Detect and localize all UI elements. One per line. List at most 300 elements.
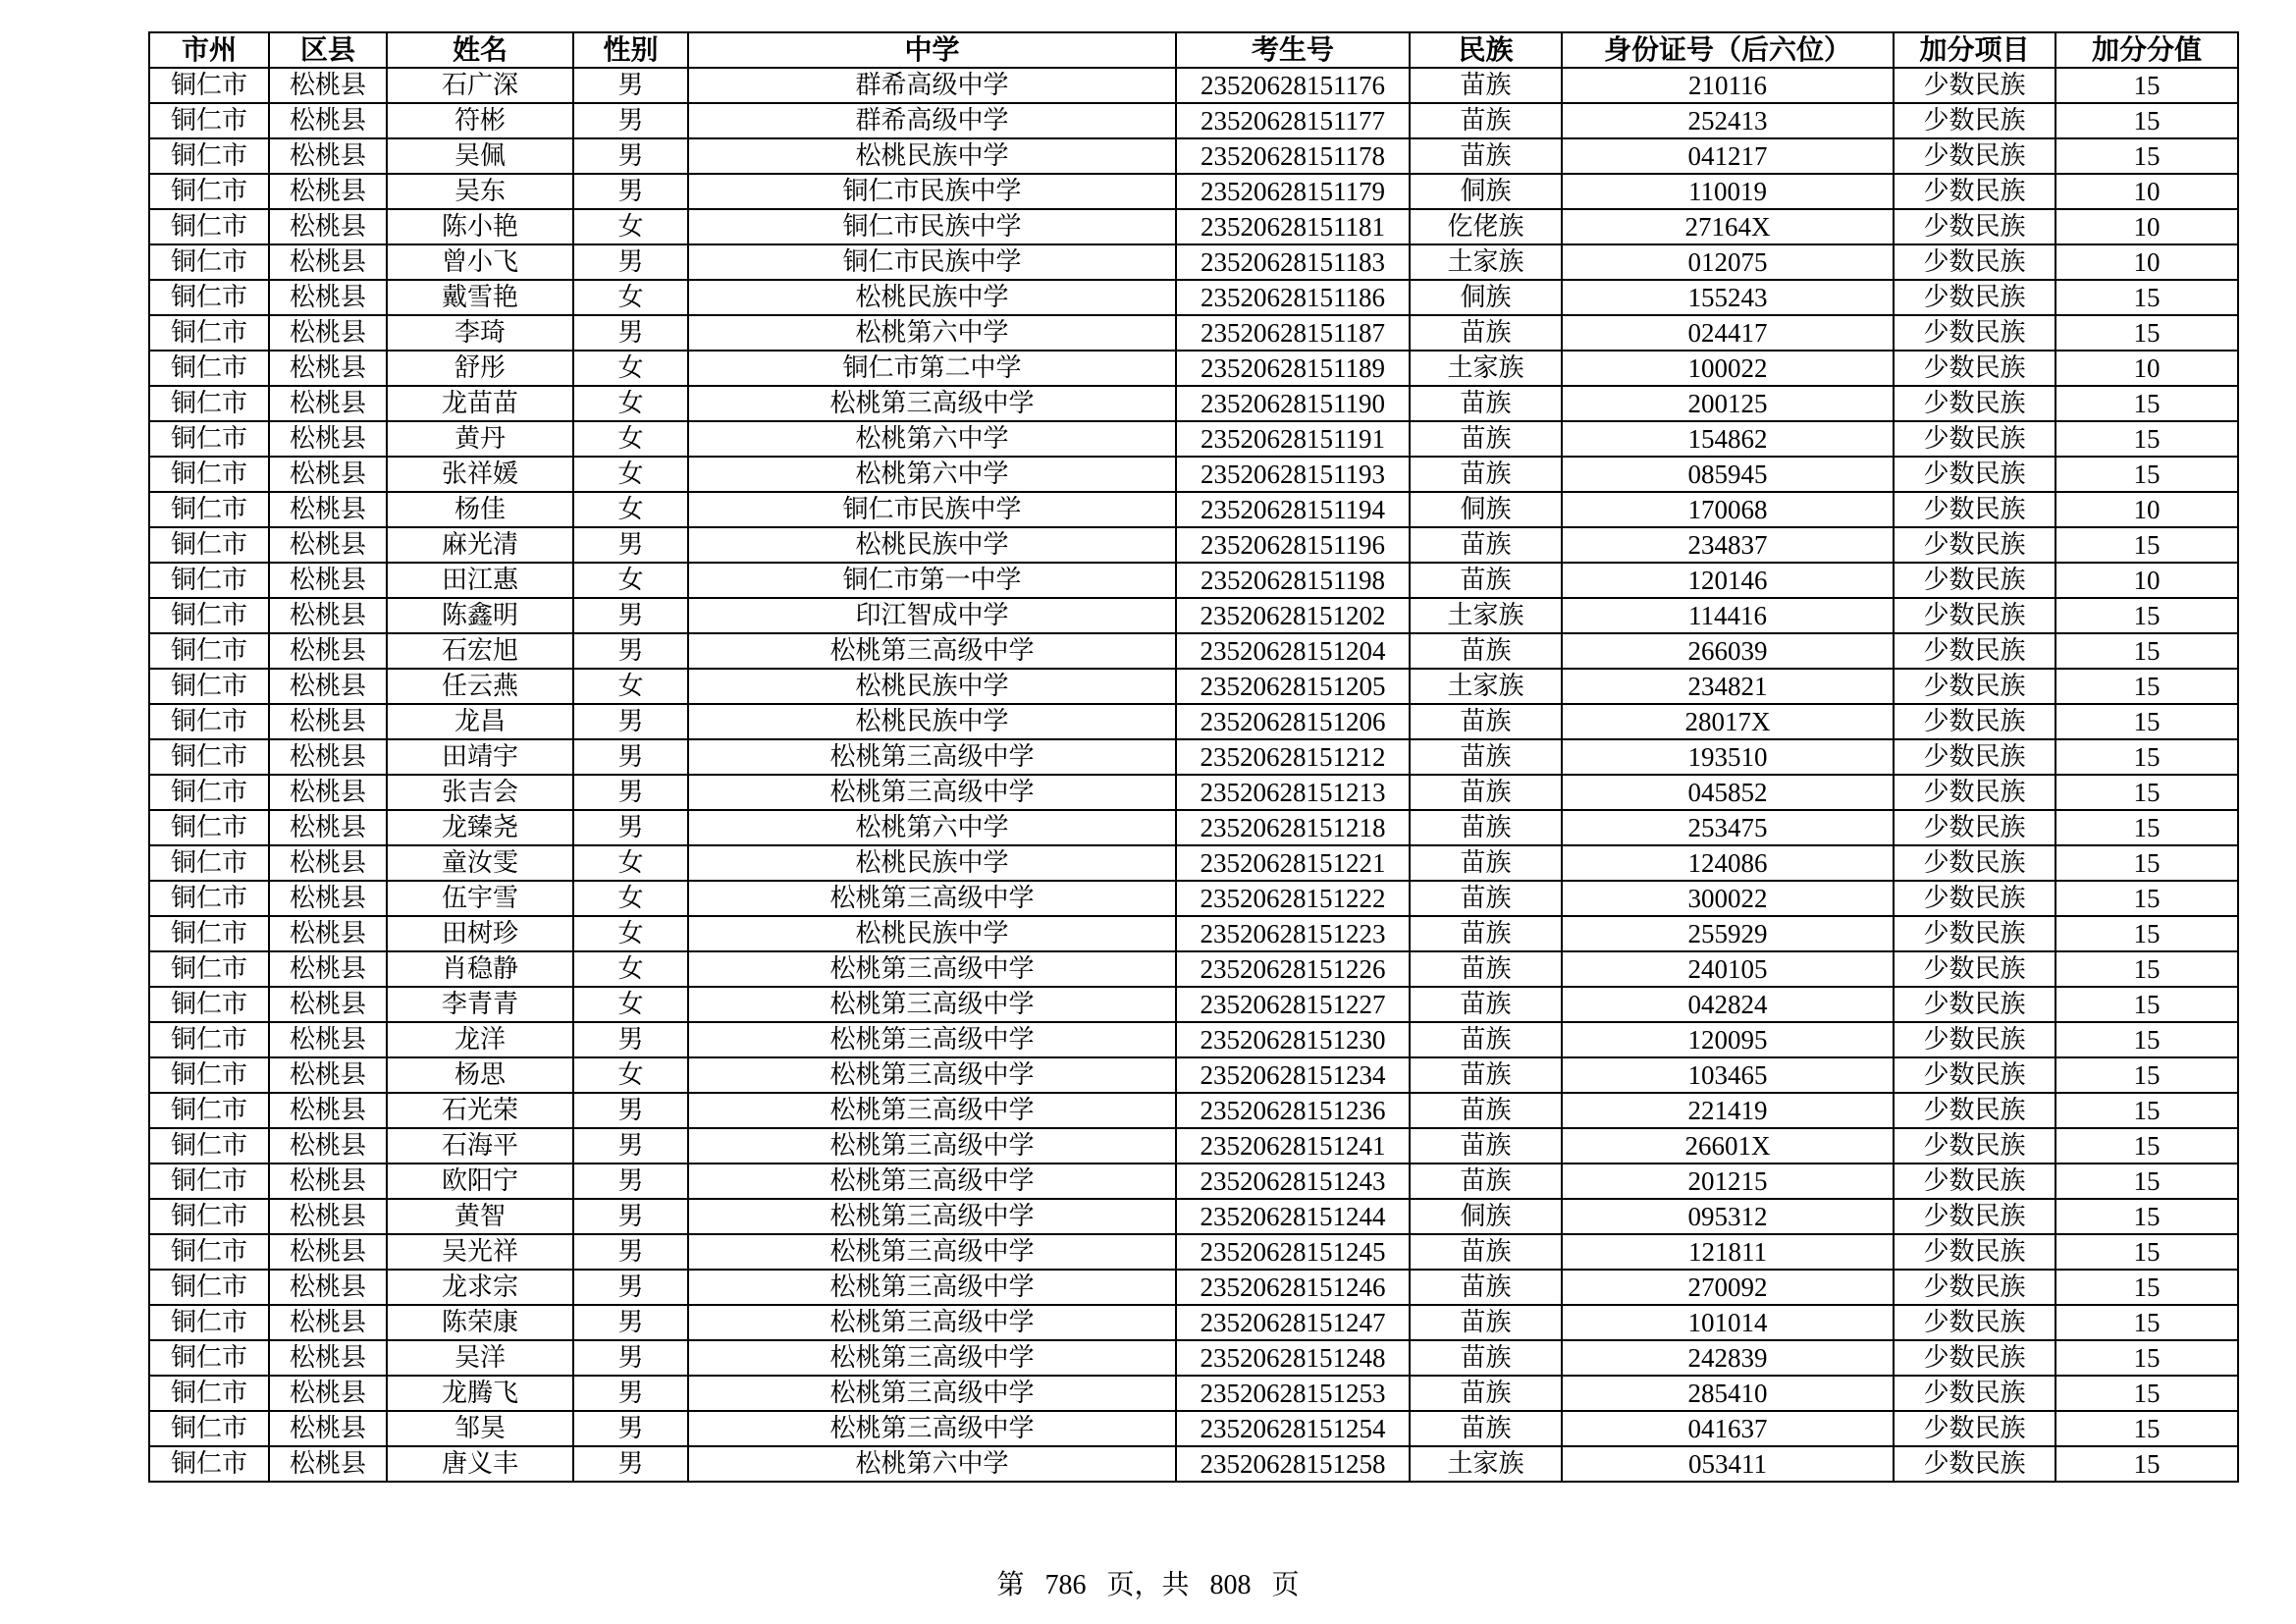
cell-city: 铜仁市	[149, 704, 269, 739]
cell-name: 田江惠	[387, 563, 573, 598]
table-row	[149, 810, 2238, 845]
cell-gender: 男	[573, 1128, 688, 1164]
cell-ethnicity: 苗族	[1410, 1164, 1562, 1199]
cell-county: 松桃县	[269, 1270, 387, 1305]
cell-ethnicity: 苗族	[1410, 1234, 1562, 1270]
cell-name: 唐义丰	[387, 1446, 573, 1482]
cell-name: 杨思	[387, 1057, 573, 1093]
cell-exam-number: 23520628151186	[1176, 280, 1410, 315]
table-row	[149, 1446, 2238, 1482]
cell-school: 松桃民族中学	[688, 704, 1176, 739]
cell-bonus-points: 15	[2056, 1305, 2238, 1340]
cell-id-last-six: 045852	[1562, 775, 1894, 810]
cell-exam-number: 23520628151194	[1176, 492, 1410, 527]
cell-bonus-points: 15	[2056, 881, 2238, 916]
table-row	[149, 633, 2238, 669]
cell-ethnicity: 侗族	[1410, 1199, 1562, 1234]
cell-bonus-item: 少数民族	[1894, 527, 2056, 563]
cell-school: 松桃第三高级中学	[688, 775, 1176, 810]
cell-id-last-six: 095312	[1562, 1199, 1894, 1234]
col-header-bonus-points: 加分分值	[2056, 32, 2238, 68]
cell-exam-number: 23520628151226	[1176, 951, 1410, 987]
cell-school: 松桃第三高级中学	[688, 386, 1176, 421]
cell-id-last-six: 234837	[1562, 527, 1894, 563]
cell-gender: 男	[573, 810, 688, 845]
cell-bonus-points: 15	[2056, 103, 2238, 138]
col-header-id-last-six: 身份证号（后六位）	[1562, 32, 1894, 68]
table-row	[149, 421, 2238, 457]
cell-city: 铜仁市	[149, 209, 269, 244]
cell-county: 松桃县	[269, 1128, 387, 1164]
cell-city: 铜仁市	[149, 1022, 269, 1057]
cell-ethnicity: 苗族	[1410, 845, 1562, 881]
col-header-exam-number: 考生号	[1176, 32, 1410, 68]
cell-name: 龙洋	[387, 1022, 573, 1057]
cell-bonus-item: 少数民族	[1894, 386, 2056, 421]
cell-exam-number: 23520628151196	[1176, 527, 1410, 563]
cell-school: 印江智成中学	[688, 598, 1176, 633]
cell-bonus-points: 15	[2056, 1128, 2238, 1164]
cell-id-last-six: 103465	[1562, 1057, 1894, 1093]
cell-school: 铜仁市民族中学	[688, 174, 1176, 209]
cell-bonus-points: 15	[2056, 951, 2238, 987]
cell-city: 铜仁市	[149, 280, 269, 315]
cell-bonus-item: 少数民族	[1894, 209, 2056, 244]
cell-id-last-six: 210116	[1562, 68, 1894, 103]
cell-exam-number: 23520628151204	[1176, 633, 1410, 669]
cell-bonus-points: 10	[2056, 351, 2238, 386]
cell-bonus-points: 15	[2056, 386, 2238, 421]
cell-gender: 男	[573, 739, 688, 775]
cell-name: 田靖宇	[387, 739, 573, 775]
table-row	[149, 1057, 2238, 1093]
cell-gender: 女	[573, 563, 688, 598]
cell-id-last-six: 234821	[1562, 669, 1894, 704]
cell-name: 伍宇雪	[387, 881, 573, 916]
cell-school: 松桃第三高级中学	[688, 1376, 1176, 1411]
cell-bonus-points: 15	[2056, 138, 2238, 174]
cell-county: 松桃县	[269, 1446, 387, 1482]
cell-id-last-six: 240105	[1562, 951, 1894, 987]
cell-city: 铜仁市	[149, 315, 269, 351]
cell-name: 吴佩	[387, 138, 573, 174]
table-row	[149, 669, 2238, 704]
cell-gender: 女	[573, 916, 688, 951]
cell-bonus-points: 15	[2056, 810, 2238, 845]
cell-county: 松桃县	[269, 421, 387, 457]
cell-bonus-item: 少数民族	[1894, 280, 2056, 315]
footer-page-number: 786	[1044, 1570, 1087, 1600]
cell-bonus-item: 少数民族	[1894, 174, 2056, 209]
cell-name: 石广深	[387, 68, 573, 103]
cell-bonus-item: 少数民族	[1894, 103, 2056, 138]
cell-county: 松桃县	[269, 987, 387, 1022]
cell-name: 陈鑫明	[387, 598, 573, 633]
cell-school: 铜仁市第一中学	[688, 563, 1176, 598]
cell-school: 松桃民族中学	[688, 280, 1176, 315]
cell-city: 铜仁市	[149, 1446, 269, 1482]
cell-ethnicity: 苗族	[1410, 1411, 1562, 1446]
table-row	[149, 1164, 2238, 1199]
cell-school: 松桃民族中学	[688, 916, 1176, 951]
cell-city: 铜仁市	[149, 845, 269, 881]
cell-name: 龙昌	[387, 704, 573, 739]
cell-exam-number: 23520628151177	[1176, 103, 1410, 138]
cell-ethnicity: 苗族	[1410, 881, 1562, 916]
cell-city: 铜仁市	[149, 492, 269, 527]
cell-bonus-item: 少数民族	[1894, 1446, 2056, 1482]
cell-bonus-points: 15	[2056, 669, 2238, 704]
cell-county: 松桃县	[269, 209, 387, 244]
table-row	[149, 244, 2238, 280]
cell-gender: 男	[573, 1022, 688, 1057]
document-sheet	[148, 31, 2237, 1483]
cell-name: 麻光清	[387, 527, 573, 563]
cell-school: 铜仁市第二中学	[688, 351, 1176, 386]
cell-exam-number: 23520628151236	[1176, 1093, 1410, 1128]
col-header-gender: 性别	[573, 32, 688, 68]
cell-name: 石海平	[387, 1128, 573, 1164]
cell-exam-number: 23520628151230	[1176, 1022, 1410, 1057]
cell-id-last-six: 085945	[1562, 457, 1894, 492]
cell-gender: 男	[573, 244, 688, 280]
cell-exam-number: 23520628151193	[1176, 457, 1410, 492]
cell-city: 铜仁市	[149, 1376, 269, 1411]
cell-school: 松桃第六中学	[688, 1446, 1176, 1482]
cell-ethnicity: 土家族	[1410, 351, 1562, 386]
cell-name: 杨佳	[387, 492, 573, 527]
cell-gender: 男	[573, 1270, 688, 1305]
table-row	[149, 987, 2238, 1022]
cell-name: 李琦	[387, 315, 573, 351]
cell-id-last-six: 053411	[1562, 1446, 1894, 1482]
cell-ethnicity: 苗族	[1410, 1022, 1562, 1057]
cell-exam-number: 23520628151221	[1176, 845, 1410, 881]
cell-ethnicity: 土家族	[1410, 669, 1562, 704]
cell-id-last-six: 300022	[1562, 881, 1894, 916]
cell-gender: 男	[573, 775, 688, 810]
cell-school: 松桃第三高级中学	[688, 1022, 1176, 1057]
cell-bonus-points: 15	[2056, 1093, 2238, 1128]
cell-id-last-six: 155243	[1562, 280, 1894, 315]
cell-bonus-item: 少数民族	[1894, 987, 2056, 1022]
cell-county: 松桃县	[269, 103, 387, 138]
table-row	[149, 598, 2238, 633]
cell-gender: 女	[573, 209, 688, 244]
cell-school: 松桃第三高级中学	[688, 1199, 1176, 1234]
cell-ethnicity: 苗族	[1410, 739, 1562, 775]
cell-county: 松桃县	[269, 881, 387, 916]
cell-exam-number: 23520628151254	[1176, 1411, 1410, 1446]
cell-exam-number: 23520628151253	[1176, 1376, 1410, 1411]
cell-name: 吴洋	[387, 1340, 573, 1376]
cell-exam-number: 23520628151191	[1176, 421, 1410, 457]
cell-city: 铜仁市	[149, 103, 269, 138]
cell-school: 铜仁市民族中学	[688, 244, 1176, 280]
cell-city: 铜仁市	[149, 1057, 269, 1093]
cell-bonus-points: 15	[2056, 280, 2238, 315]
cell-bonus-item: 少数民族	[1894, 1093, 2056, 1128]
cell-bonus-item: 少数民族	[1894, 1199, 2056, 1234]
cell-exam-number: 23520628151234	[1176, 1057, 1410, 1093]
cell-school: 松桃第三高级中学	[688, 1164, 1176, 1199]
cell-school: 松桃第三高级中学	[688, 1305, 1176, 1340]
cell-gender: 男	[573, 1376, 688, 1411]
cell-county: 松桃县	[269, 315, 387, 351]
cell-id-last-six: 041637	[1562, 1411, 1894, 1446]
table-row	[149, 1270, 2238, 1305]
cell-bonus-item: 少数民族	[1894, 845, 2056, 881]
cell-bonus-points: 10	[2056, 174, 2238, 209]
footer-prefix: 第	[996, 1570, 1025, 1600]
cell-exam-number: 23520628151222	[1176, 881, 1410, 916]
cell-exam-number: 23520628151258	[1176, 1446, 1410, 1482]
cell-school: 松桃第三高级中学	[688, 1411, 1176, 1446]
cell-ethnicity: 苗族	[1410, 1340, 1562, 1376]
cell-exam-number: 23520628151227	[1176, 987, 1410, 1022]
cell-county: 松桃县	[269, 598, 387, 633]
table-row	[149, 1128, 2238, 1164]
cell-name: 石光荣	[387, 1093, 573, 1128]
cell-city: 铜仁市	[149, 1340, 269, 1376]
cell-bonus-item: 少数民族	[1894, 1376, 2056, 1411]
page-footer	[0, 1563, 2296, 1602]
cell-name: 戴雪艳	[387, 280, 573, 315]
cell-exam-number: 23520628151245	[1176, 1234, 1410, 1270]
cell-school: 松桃第六中学	[688, 421, 1176, 457]
cell-county: 松桃县	[269, 68, 387, 103]
cell-bonus-points: 15	[2056, 987, 2238, 1022]
cell-gender: 男	[573, 68, 688, 103]
table-row	[149, 492, 2238, 527]
cell-ethnicity: 苗族	[1410, 386, 1562, 421]
cell-gender: 女	[573, 951, 688, 987]
cell-county: 松桃县	[269, 775, 387, 810]
cell-school: 松桃第三高级中学	[688, 1057, 1176, 1093]
cell-bonus-item: 少数民族	[1894, 1057, 2056, 1093]
cell-gender: 男	[573, 1446, 688, 1482]
cell-bonus-points: 15	[2056, 704, 2238, 739]
cell-bonus-item: 少数民族	[1894, 739, 2056, 775]
table-row	[149, 881, 2238, 916]
cell-school: 松桃第三高级中学	[688, 951, 1176, 987]
cell-city: 铜仁市	[149, 1234, 269, 1270]
cell-gender: 男	[573, 598, 688, 633]
cell-bonus-points: 15	[2056, 1057, 2238, 1093]
cell-exam-number: 23520628151178	[1176, 138, 1410, 174]
cell-county: 松桃县	[269, 174, 387, 209]
cell-exam-number: 23520628151244	[1176, 1199, 1410, 1234]
cell-ethnicity: 苗族	[1410, 527, 1562, 563]
cell-exam-number: 23520628151218	[1176, 810, 1410, 845]
cell-bonus-points: 15	[2056, 1340, 2238, 1376]
cell-ethnicity: 苗族	[1410, 68, 1562, 103]
cell-bonus-points: 15	[2056, 633, 2238, 669]
cell-id-last-six: 120095	[1562, 1022, 1894, 1057]
cell-name: 肖稳静	[387, 951, 573, 987]
cell-bonus-points: 15	[2056, 457, 2238, 492]
cell-name: 邹昊	[387, 1411, 573, 1446]
cell-school: 松桃第三高级中学	[688, 1340, 1176, 1376]
cell-ethnicity: 苗族	[1410, 103, 1562, 138]
cell-bonus-item: 少数民族	[1894, 492, 2056, 527]
cell-exam-number: 23520628151213	[1176, 775, 1410, 810]
cell-bonus-points: 15	[2056, 1234, 2238, 1270]
cell-city: 铜仁市	[149, 457, 269, 492]
roster-body	[149, 68, 2238, 1482]
cell-exam-number: 23520628151181	[1176, 209, 1410, 244]
cell-id-last-six: 120146	[1562, 563, 1894, 598]
cell-gender: 女	[573, 1057, 688, 1093]
cell-school: 松桃民族中学	[688, 138, 1176, 174]
cell-county: 松桃县	[269, 633, 387, 669]
table-row	[149, 739, 2238, 775]
cell-name: 陈小艳	[387, 209, 573, 244]
cell-city: 铜仁市	[149, 810, 269, 845]
table-row	[149, 386, 2238, 421]
cell-gender: 女	[573, 845, 688, 881]
cell-name: 田树珍	[387, 916, 573, 951]
cell-exam-number: 23520628151176	[1176, 68, 1410, 103]
cell-exam-number: 23520628151212	[1176, 739, 1410, 775]
cell-ethnicity: 仡佬族	[1410, 209, 1562, 244]
cell-city: 铜仁市	[149, 421, 269, 457]
cell-ethnicity: 苗族	[1410, 1128, 1562, 1164]
table-row	[149, 103, 2238, 138]
cell-name: 黄智	[387, 1199, 573, 1234]
cell-school: 松桃第三高级中学	[688, 987, 1176, 1022]
cell-bonus-points: 15	[2056, 1446, 2238, 1482]
cell-bonus-item: 少数民族	[1894, 1340, 2056, 1376]
cell-ethnicity: 苗族	[1410, 563, 1562, 598]
cell-county: 松桃县	[269, 810, 387, 845]
cell-name: 石宏旭	[387, 633, 573, 669]
table-row	[149, 68, 2238, 103]
cell-ethnicity: 苗族	[1410, 1093, 1562, 1128]
cell-bonus-points: 15	[2056, 1199, 2238, 1234]
cell-id-last-six: 253475	[1562, 810, 1894, 845]
cell-name: 张祥媛	[387, 457, 573, 492]
cell-school: 松桃第三高级中学	[688, 1093, 1176, 1128]
cell-name: 陈荣康	[387, 1305, 573, 1340]
cell-city: 铜仁市	[149, 775, 269, 810]
cell-county: 松桃县	[269, 1199, 387, 1234]
table-row	[149, 1199, 2238, 1234]
cell-county: 松桃县	[269, 244, 387, 280]
cell-exam-number: 23520628151223	[1176, 916, 1410, 951]
cell-city: 铜仁市	[149, 563, 269, 598]
cell-city: 铜仁市	[149, 916, 269, 951]
cell-bonus-item: 少数民族	[1894, 810, 2056, 845]
col-header-school: 中学	[688, 32, 1176, 68]
cell-id-last-six: 242839	[1562, 1340, 1894, 1376]
cell-exam-number: 23520628151248	[1176, 1340, 1410, 1376]
cell-county: 松桃县	[269, 351, 387, 386]
cell-city: 铜仁市	[149, 881, 269, 916]
cell-ethnicity: 苗族	[1410, 987, 1562, 1022]
cell-name: 符彬	[387, 103, 573, 138]
cell-bonus-item: 少数民族	[1894, 669, 2056, 704]
cell-exam-number: 23520628151241	[1176, 1128, 1410, 1164]
cell-bonus-points: 15	[2056, 68, 2238, 103]
cell-school: 群希高级中学	[688, 68, 1176, 103]
col-header-city: 市州	[149, 32, 269, 68]
cell-ethnicity: 苗族	[1410, 633, 1562, 669]
cell-bonus-item: 少数民族	[1894, 421, 2056, 457]
cell-gender: 女	[573, 881, 688, 916]
table-row	[149, 1022, 2238, 1057]
cell-bonus-item: 少数民族	[1894, 1022, 2056, 1057]
cell-county: 松桃县	[269, 1164, 387, 1199]
cell-bonus-points: 15	[2056, 315, 2238, 351]
cell-id-last-six: 221419	[1562, 1093, 1894, 1128]
cell-ethnicity: 苗族	[1410, 1305, 1562, 1340]
cell-id-last-six: 266039	[1562, 633, 1894, 669]
table-row	[149, 951, 2238, 987]
cell-bonus-points: 15	[2056, 1022, 2238, 1057]
cell-county: 松桃县	[269, 739, 387, 775]
cell-ethnicity: 苗族	[1410, 916, 1562, 951]
cell-city: 铜仁市	[149, 1093, 269, 1128]
cell-county: 松桃县	[269, 1411, 387, 1446]
cell-gender: 女	[573, 386, 688, 421]
cell-name: 龙苗苗	[387, 386, 573, 421]
cell-id-last-six: 041217	[1562, 138, 1894, 174]
cell-exam-number: 23520628151190	[1176, 386, 1410, 421]
cell-ethnicity: 苗族	[1410, 951, 1562, 987]
cell-ethnicity: 苗族	[1410, 457, 1562, 492]
cell-school: 松桃第三高级中学	[688, 1234, 1176, 1270]
cell-city: 铜仁市	[149, 1128, 269, 1164]
cell-gender: 男	[573, 174, 688, 209]
cell-exam-number: 23520628151189	[1176, 351, 1410, 386]
cell-ethnicity: 土家族	[1410, 1446, 1562, 1482]
cell-ethnicity: 苗族	[1410, 1270, 1562, 1305]
cell-name: 龙腾飞	[387, 1376, 573, 1411]
cell-county: 松桃县	[269, 1234, 387, 1270]
cell-ethnicity: 苗族	[1410, 704, 1562, 739]
cell-name: 张吉会	[387, 775, 573, 810]
cell-id-last-six: 110019	[1562, 174, 1894, 209]
cell-id-last-six: 193510	[1562, 739, 1894, 775]
table-row	[149, 916, 2238, 951]
cell-bonus-points: 10	[2056, 209, 2238, 244]
cell-id-last-six: 27164X	[1562, 209, 1894, 244]
cell-exam-number: 23520628151183	[1176, 244, 1410, 280]
cell-bonus-points: 10	[2056, 492, 2238, 527]
cell-city: 铜仁市	[149, 598, 269, 633]
cell-city: 铜仁市	[149, 1164, 269, 1199]
table-row	[149, 1305, 2238, 1340]
cell-gender: 男	[573, 1164, 688, 1199]
cell-school: 松桃民族中学	[688, 845, 1176, 881]
cell-county: 松桃县	[269, 457, 387, 492]
cell-school: 松桃第三高级中学	[688, 1270, 1176, 1305]
cell-gender: 男	[573, 1234, 688, 1270]
cell-ethnicity: 土家族	[1410, 598, 1562, 633]
cell-school: 松桃第三高级中学	[688, 1128, 1176, 1164]
cell-name: 任云燕	[387, 669, 573, 704]
cell-exam-number: 23520628151187	[1176, 315, 1410, 351]
table-row	[149, 1376, 2238, 1411]
col-header-name: 姓名	[387, 32, 573, 68]
cell-city: 铜仁市	[149, 1270, 269, 1305]
cell-bonus-item: 少数民族	[1894, 1305, 2056, 1340]
cell-id-last-six: 100022	[1562, 351, 1894, 386]
cell-county: 松桃县	[269, 845, 387, 881]
cell-ethnicity: 侗族	[1410, 492, 1562, 527]
table-row	[149, 845, 2238, 881]
